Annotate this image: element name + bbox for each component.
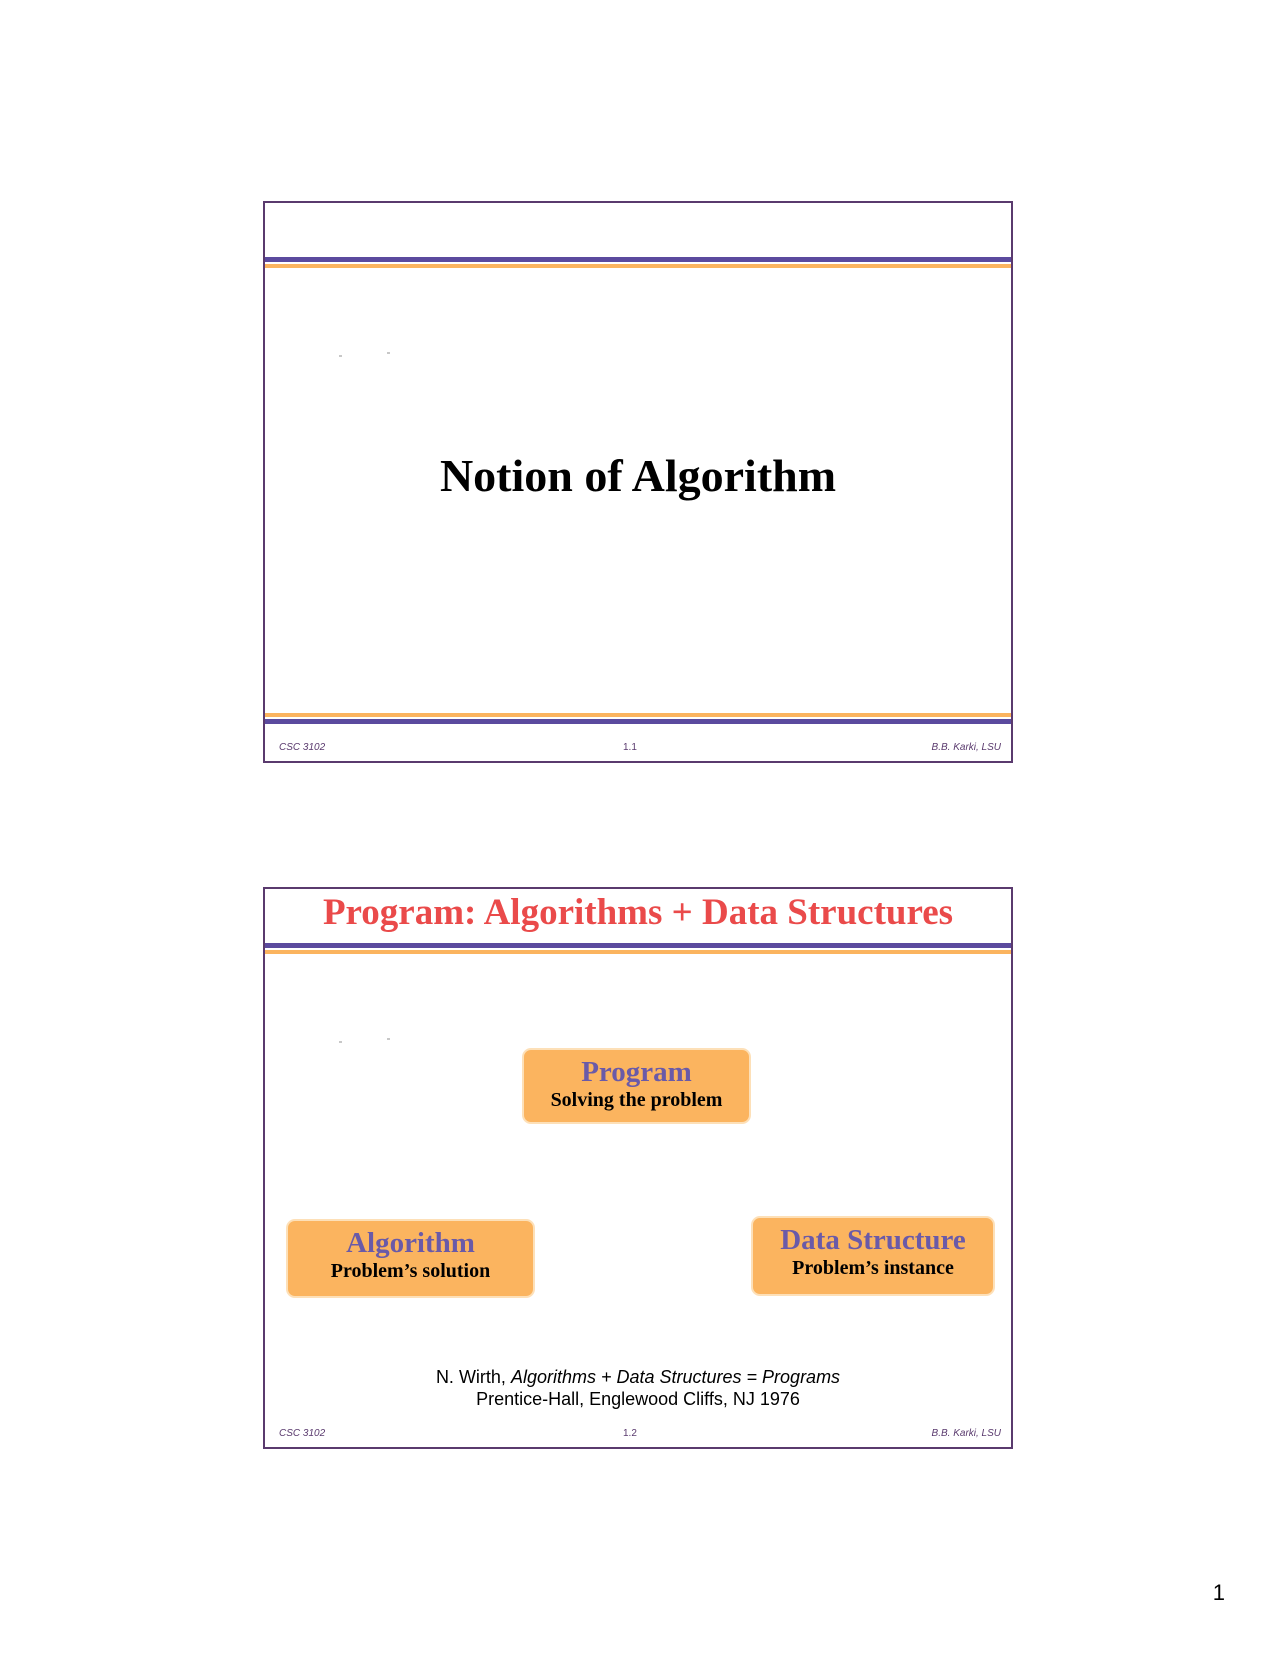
- footer-page: 1.2: [623, 1428, 637, 1439]
- citation-line-1: [265, 1366, 1011, 1388]
- footer-bar-purple: [265, 719, 1011, 724]
- footer-author: B.B. Karki, LSU: [931, 742, 1001, 753]
- bullet-dot: [339, 1041, 342, 1043]
- data-structure-box-subtitle: Problem’s instance: [792, 1257, 954, 1279]
- bullet-dot: [339, 355, 342, 357]
- header-bar-purple: [265, 257, 1011, 262]
- program-box-title: Program: [581, 1056, 692, 1088]
- slide-title: Program: Algorithms + Data Structures: [322, 892, 954, 933]
- slide-1: [263, 201, 1013, 763]
- footer-bar-orange: [265, 713, 1011, 717]
- footer-course: CSC 3102: [279, 742, 326, 753]
- header-bar-orange: [265, 264, 1011, 268]
- program-box-subtitle: Solving the problem: [550, 1089, 723, 1111]
- citation-book: Algorithms + Data Structures = Programs: [510, 1367, 841, 1387]
- slide-title: Notion of Algorithm: [439, 450, 837, 501]
- footer-course: CSC 3102: [279, 1428, 326, 1439]
- program-box: [522, 1048, 751, 1124]
- footer-author: B.B. Karki, LSU: [931, 1428, 1001, 1439]
- header-bar-orange: [265, 950, 1011, 954]
- bullet-dot: [387, 352, 390, 354]
- data-structure-box: [751, 1216, 995, 1296]
- slide-2: [263, 887, 1013, 1449]
- document-page-number: 1: [1212, 1580, 1225, 1605]
- header-bar-purple: [265, 943, 1011, 948]
- data-structure-box-title: Data Structure: [780, 1224, 966, 1256]
- footer-page: 1.1: [623, 742, 637, 753]
- citation-author: N. Wirth,: [435, 1367, 511, 1387]
- algorithm-box: [286, 1219, 535, 1298]
- citation-publisher: Prentice-Hall, Englewood Cliffs, NJ 1976: [476, 1389, 800, 1409]
- algorithm-box-subtitle: Problem’s solution: [330, 1260, 491, 1282]
- bullet-dot: [387, 1038, 390, 1040]
- algorithm-box-title: Algorithm: [346, 1227, 475, 1259]
